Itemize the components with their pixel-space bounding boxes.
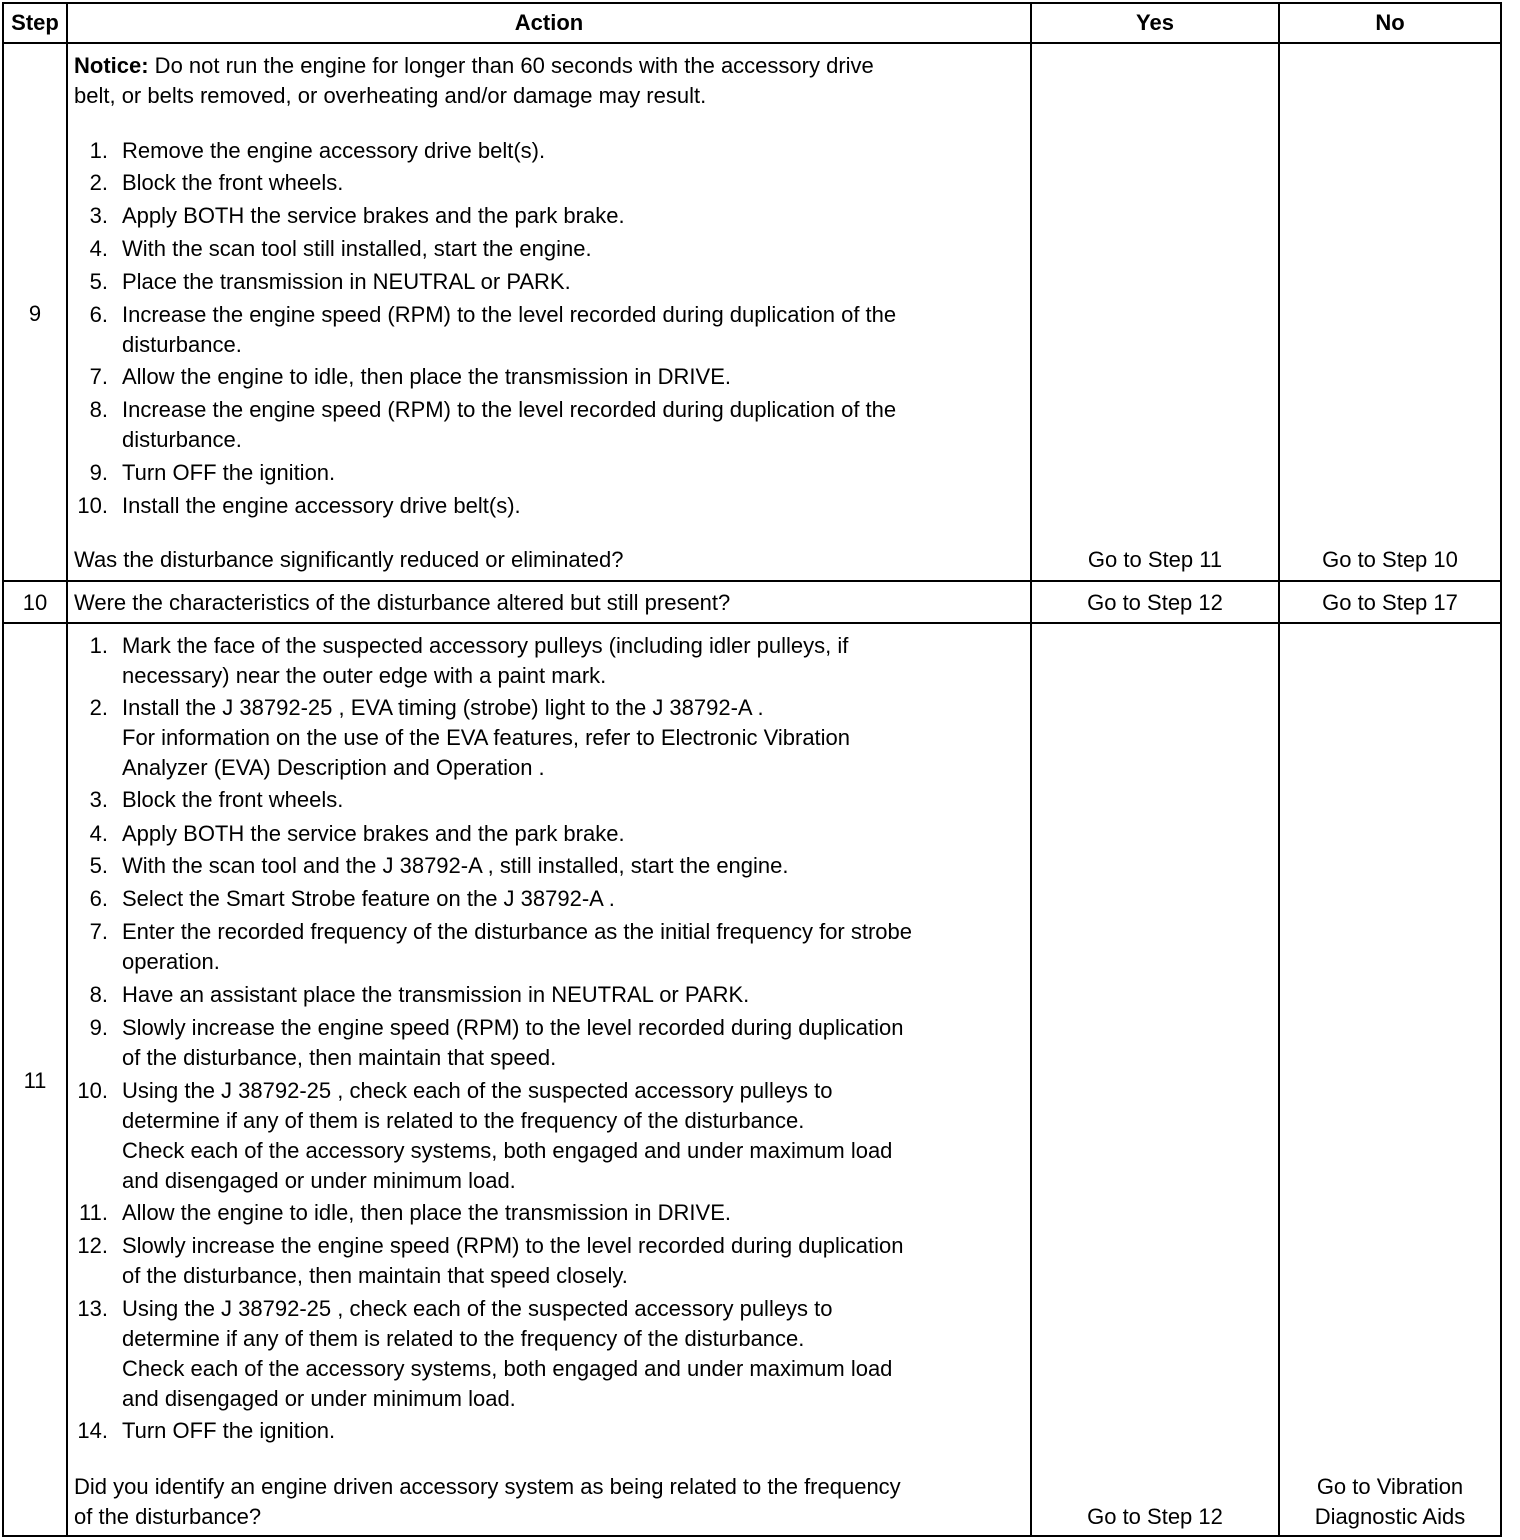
- list-item-number: 9.: [89, 460, 108, 485]
- yes-action: Go to Step 11: [1087, 547, 1223, 572]
- list-item-text: Slowly increase the engine speed (RPM) to the level recorded during duplication: [122, 1233, 904, 1258]
- table-border-left: [2, 2, 4, 1537]
- list-item-number: 5.: [89, 853, 108, 878]
- list-item-number: 7.: [89, 364, 108, 389]
- header-no: No: [1375, 10, 1405, 35]
- list-item-text: Apply BOTH the service brakes and the park brake.: [122, 821, 625, 846]
- list-item-text: and disengaged or under minimum load.: [122, 1386, 516, 1411]
- list-item-number: 3.: [89, 203, 108, 228]
- list-item-text: and disengaged or under minimum load.: [122, 1168, 516, 1193]
- list-item-number: 6.: [89, 886, 108, 911]
- list-item-text: Allow the engine to idle, then place the transmission in DRIVE.: [122, 364, 731, 389]
- list-item-text: Have an assistant place the transmission in NEUTRAL or PARK.: [122, 982, 750, 1007]
- list-item-number: 4.: [89, 236, 108, 261]
- list-item-text: Enter the recorded frequency of the disturbance as the initial frequency for strobe: [122, 919, 913, 944]
- list-item-text: determine if any of them is related to the frequency of the disturbance.: [122, 1108, 805, 1133]
- list-item-text: Block the front wheels.: [122, 787, 344, 812]
- list-item-text: With the scan tool still installed, start the engine.: [122, 236, 592, 261]
- list-item-text: Select the Smart Strobe feature on the J 38792-A .: [122, 886, 615, 911]
- header-step: Step: [11, 10, 59, 35]
- column-divider: [1030, 2, 1032, 1537]
- list-item-text: necessary) near the outer edge with a paint mark.: [122, 663, 607, 688]
- list-item-text: Increase the engine speed (RPM) to the level recorded during duplication of the: [122, 302, 897, 327]
- no-action: Go to Vibration: [1316, 1474, 1464, 1499]
- list-item-text: Using the J 38792-25 , check each of the suspected accessory pulleys to: [122, 1296, 833, 1321]
- list-item-text: Check each of the accessory systems, both engaged and under maximum load: [122, 1356, 893, 1381]
- question-text: Were the characteristics of the disturbance altered but still present?: [74, 590, 731, 615]
- list-item-text: Mark the face of the suspected accessory pulleys (including idler pulleys, if: [122, 633, 849, 658]
- question-text-continued: of the disturbance?: [74, 1504, 262, 1529]
- list-item-text: Turn OFF the ignition.: [122, 460, 336, 485]
- question-text: Did you identify an engine driven accessory system as being related to the frequency: [74, 1474, 901, 1499]
- list-item-text: disturbance.: [122, 332, 242, 357]
- yes-action: Go to Step 12: [1087, 1504, 1223, 1529]
- list-item-text: Slowly increase the engine speed (RPM) to the level recorded during duplication: [122, 1015, 904, 1040]
- no-action-continued: Diagnostic Aids: [1314, 1504, 1466, 1529]
- list-item-text: Block the front wheels.: [122, 170, 344, 195]
- table-border-right: [1500, 2, 1502, 1537]
- list-item-number: 2.: [89, 695, 108, 720]
- no-action: Go to Step 10: [1322, 547, 1458, 572]
- list-item-text: Apply BOTH the service brakes and the park brake.: [122, 203, 625, 228]
- list-item-text: Analyzer (EVA) Description and Operation .: [122, 755, 545, 780]
- table-border-bottom: [2, 1535, 1502, 1537]
- list-item-number: 1.: [89, 138, 108, 163]
- list-item-text: With the scan tool and the J 38792-A , still installed, start the engine.: [122, 853, 789, 878]
- row-divider: [2, 580, 1502, 582]
- list-item-number: 14.: [77, 1418, 108, 1443]
- list-item-number: 11.: [79, 1200, 108, 1225]
- list-item-number: 8.: [89, 397, 108, 422]
- list-item-number: 6.: [89, 302, 108, 327]
- list-item-text: Place the transmission in NEUTRAL or PARK.: [122, 269, 571, 294]
- list-item-text: of the disturbance, then maintain that speed closely.: [122, 1263, 628, 1288]
- list-item-text: Install the J 38792-25 , EVA timing (strobe) light to the J 38792-A .: [122, 695, 764, 720]
- list-item-text: Increase the engine speed (RPM) to the level recorded during duplication of the: [122, 397, 897, 422]
- question-text: Was the disturbance significantly reduced or eliminated?: [74, 547, 624, 572]
- list-item-number: 4.: [89, 821, 108, 846]
- step-number: 10: [22, 590, 48, 615]
- header-divider: [2, 42, 1502, 44]
- notice-text: Do not run the engine for longer than 60 seconds with the accessory drive: [148, 53, 874, 78]
- header-action: Action: [514, 10, 584, 35]
- list-item-number: 2.: [89, 170, 108, 195]
- list-item-text: Check each of the accessory systems, both engaged and under maximum load: [122, 1138, 893, 1163]
- list-item-text: For information on the use of the EVA features, refer to Electronic Vibration: [122, 725, 851, 750]
- list-item-text: operation.: [122, 949, 220, 974]
- list-item-text: Turn OFF the ignition.: [122, 1418, 336, 1443]
- row-divider: [2, 622, 1502, 624]
- list-item-text: Using the J 38792-25 , check each of the suspected accessory pulleys to: [122, 1078, 833, 1103]
- list-item-text: disturbance.: [122, 427, 242, 452]
- notice-line: [74, 51, 874, 81]
- list-item-number: 10.: [77, 1078, 108, 1103]
- header-yes: Yes: [1136, 10, 1174, 35]
- list-item-number: 9.: [89, 1015, 108, 1040]
- list-item-number: 12.: [77, 1233, 108, 1258]
- list-item-number: 13.: [77, 1296, 108, 1321]
- notice-label: Notice:: [74, 53, 149, 78]
- list-item-number: 7.: [89, 919, 108, 944]
- list-item-number: 1.: [89, 633, 108, 658]
- step-number: 9: [28, 301, 42, 326]
- list-item-number: 3.: [89, 787, 108, 812]
- list-item-number: 10.: [77, 493, 108, 518]
- notice-text-continued: belt, or belts removed, or overheating and/or damage may result.: [74, 83, 707, 108]
- no-action: Go to Step 17: [1322, 590, 1458, 615]
- list-item-number: 5.: [89, 269, 108, 294]
- list-item-text: determine if any of them is related to the frequency of the disturbance.: [122, 1326, 805, 1351]
- list-item-text: of the disturbance, then maintain that speed.: [122, 1045, 557, 1070]
- list-item-text: Allow the engine to idle, then place the transmission in DRIVE.: [122, 1200, 731, 1225]
- column-divider: [1278, 2, 1280, 1537]
- list-item-text: Remove the engine accessory drive belt(s).: [122, 138, 546, 163]
- step-number: 11: [23, 1068, 47, 1093]
- table-border-top: [2, 2, 1502, 4]
- list-item-number: 8.: [89, 982, 108, 1007]
- yes-action: Go to Step 12: [1087, 590, 1223, 615]
- list-item-text: Install the engine accessory drive belt(s).: [122, 493, 521, 518]
